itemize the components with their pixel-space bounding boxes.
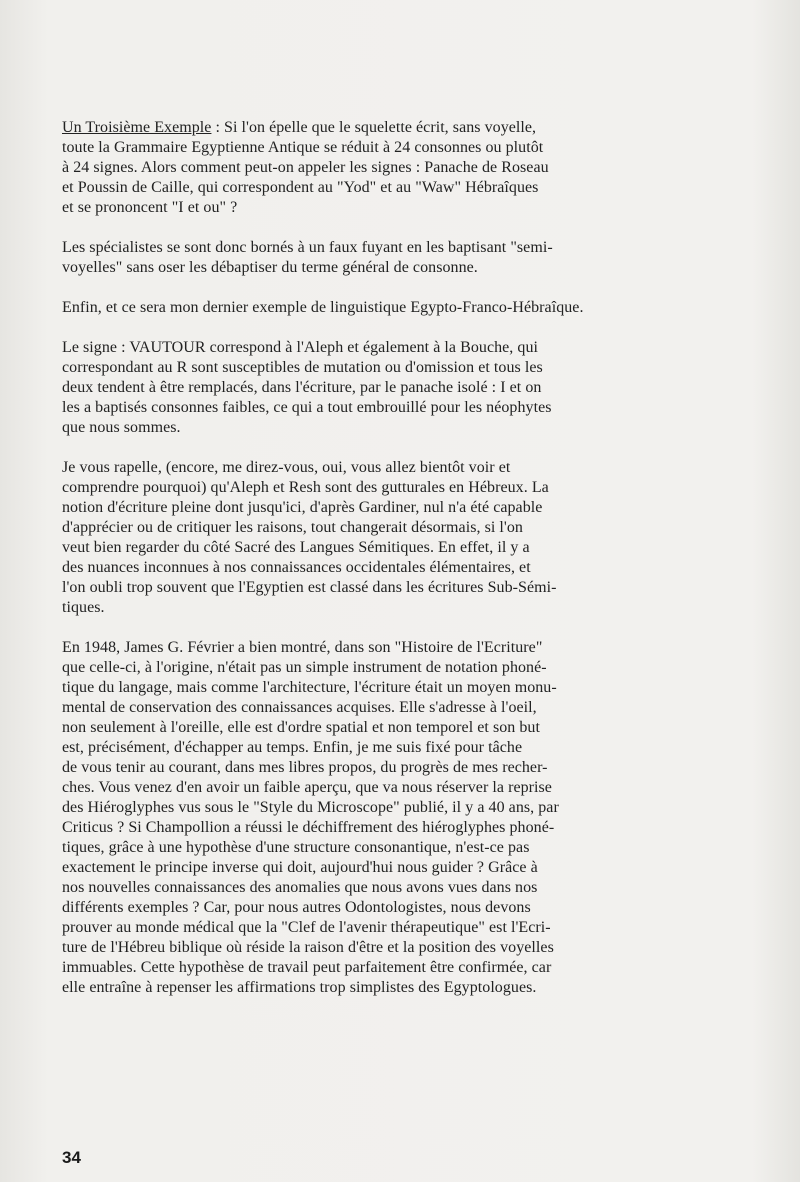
section-heading: Un Troisième Exemple: [62, 119, 212, 136]
paragraph-6: [62, 638, 784, 998]
text-line: Enfin, et ce sera mon dernier exemple de linguistique Egypto-Franco-Hébraîque.: [62, 299, 584, 316]
text-line: que celle-ci, à l'origine, n'était pas un simple instrument de notation phoné-: [62, 659, 547, 676]
text-line: de vous tenir au courant, dans mes libres propos, du progrès de mes recher-: [62, 759, 548, 776]
text-line: l'on oubli trop souvent que l'Egyptien est classé dans les écritures Sub-Sémi-: [62, 579, 557, 596]
paragraph-1: [62, 118, 784, 218]
text-line: Je vous rapelle, (encore, me direz-vous, oui, vous allez bientôt voir et: [62, 459, 511, 476]
text-line: les a baptisés consonnes faibles, ce qui a tout embrouillé pour les néophytes: [62, 399, 552, 416]
text-line: Les spécialistes se sont donc bornés à un faux fuyant en les baptisant "semi-: [62, 239, 553, 256]
text-line: nos nouvelles connaissances des anomalies que nous avons vues dans nos: [62, 879, 538, 896]
paragraph-4: [62, 338, 784, 438]
text-line: tiques.: [62, 599, 105, 616]
text-line: ches. Vous venez d'en avoir un faible aperçu, que va nous réserver la reprise: [62, 779, 552, 796]
text-line: Un Troisième Exemple : Si l'on épelle que le squelette écrit, sans voyelle,: [62, 119, 537, 136]
body-text: [62, 118, 784, 1018]
text-line: exactement le principe inverse qui doit, aujourd'hui nous guider ? Grâce à: [62, 859, 538, 876]
text-line: tiques, grâce à une hypothèse d'une structure consonantique, n'est-ce pas: [62, 839, 530, 856]
text-line: des nuances inconnues à nos connaissances occidentales élémentaires, et: [62, 559, 531, 576]
text-line: que nous sommes.: [62, 419, 181, 436]
text-line: non seulement à l'oreille, elle est d'ordre spatial et non temporel et son but: [62, 719, 540, 736]
text-line: différents exemples ? Car, pour nous autres Odontologistes, nous devons: [62, 899, 531, 916]
paragraph-2: [62, 238, 784, 278]
text-line: comprendre pourquoi) qu'Aleph et Resh sont des gutturales en Hébreux. La: [62, 479, 549, 496]
text-line: elle entraîne à repenser les affirmations trop simplistes des Egyptologues.: [62, 979, 537, 996]
text-line: immuables. Cette hypothèse de travail peut parfaitement être confirmée, car: [62, 959, 552, 976]
text-line: d'apprécier ou de critiquer les raisons, tout changerait désormais, si l'on: [62, 519, 523, 536]
text-line: mental de conservation des connaissances acquises. Elle s'adresse à l'oeil,: [62, 699, 537, 716]
page-number: 34: [62, 1148, 81, 1167]
text-line: veut bien regarder du côté Sacré des Langues Sémitiques. En effet, il y a: [62, 539, 530, 556]
text-line: Criticus ? Si Champollion a réussi le déchiffrement des hiéroglyphes phoné-: [62, 819, 555, 836]
text-line: des Hiéroglyphes vus sous le "Style du Microscope" publié, il y a 40 ans, par: [62, 799, 559, 816]
text-line: tique du langage, mais comme l'architecture, l'écriture était un moyen monu-: [62, 679, 557, 696]
text-line: correspondant au R sont susceptibles de mutation ou d'omission et tous les: [62, 359, 543, 376]
text-line: ture de l'Hébreu biblique où réside la raison d'être et la position des voyelles: [62, 939, 554, 956]
text-line: et se prononcent "I et ou" ?: [62, 199, 238, 216]
text-line: notion d'écriture pleine dont jusqu'ici, d'après Gardiner, nul n'a été capable: [62, 499, 543, 516]
text-line: En 1948, James G. Février a bien montré, dans son "Histoire de l'Ecriture": [62, 639, 543, 656]
text-line: à 24 signes. Alors comment peut-on appeler les signes : Panache de Roseau: [62, 159, 549, 176]
text-line: deux tendent à être remplacés, dans l'écriture, par le panache isolé : I et on: [62, 379, 542, 396]
text-line: voyelles" sans oser les débaptiser du terme général de consonne.: [62, 259, 478, 276]
text-line: et Poussin de Caille, qui correspondent au "Yod" et au "Waw" Hébraîques: [62, 179, 539, 196]
text-line: est, précisément, d'échapper au temps. Enfin, je me suis fixé pour tâche: [62, 739, 523, 756]
paragraph-3: [62, 298, 784, 318]
text-line: Le signe : VAUTOUR correspond à l'Aleph et également à la Bouche, qui: [62, 339, 538, 356]
text-line: prouver au monde médical que la "Clef de l'avenir thérapeutique" est l'Ecri-: [62, 919, 551, 936]
paragraph-5: [62, 458, 784, 618]
text-line: toute la Grammaire Egyptienne Antique se réduit à 24 consonnes ou plutôt: [62, 139, 544, 156]
